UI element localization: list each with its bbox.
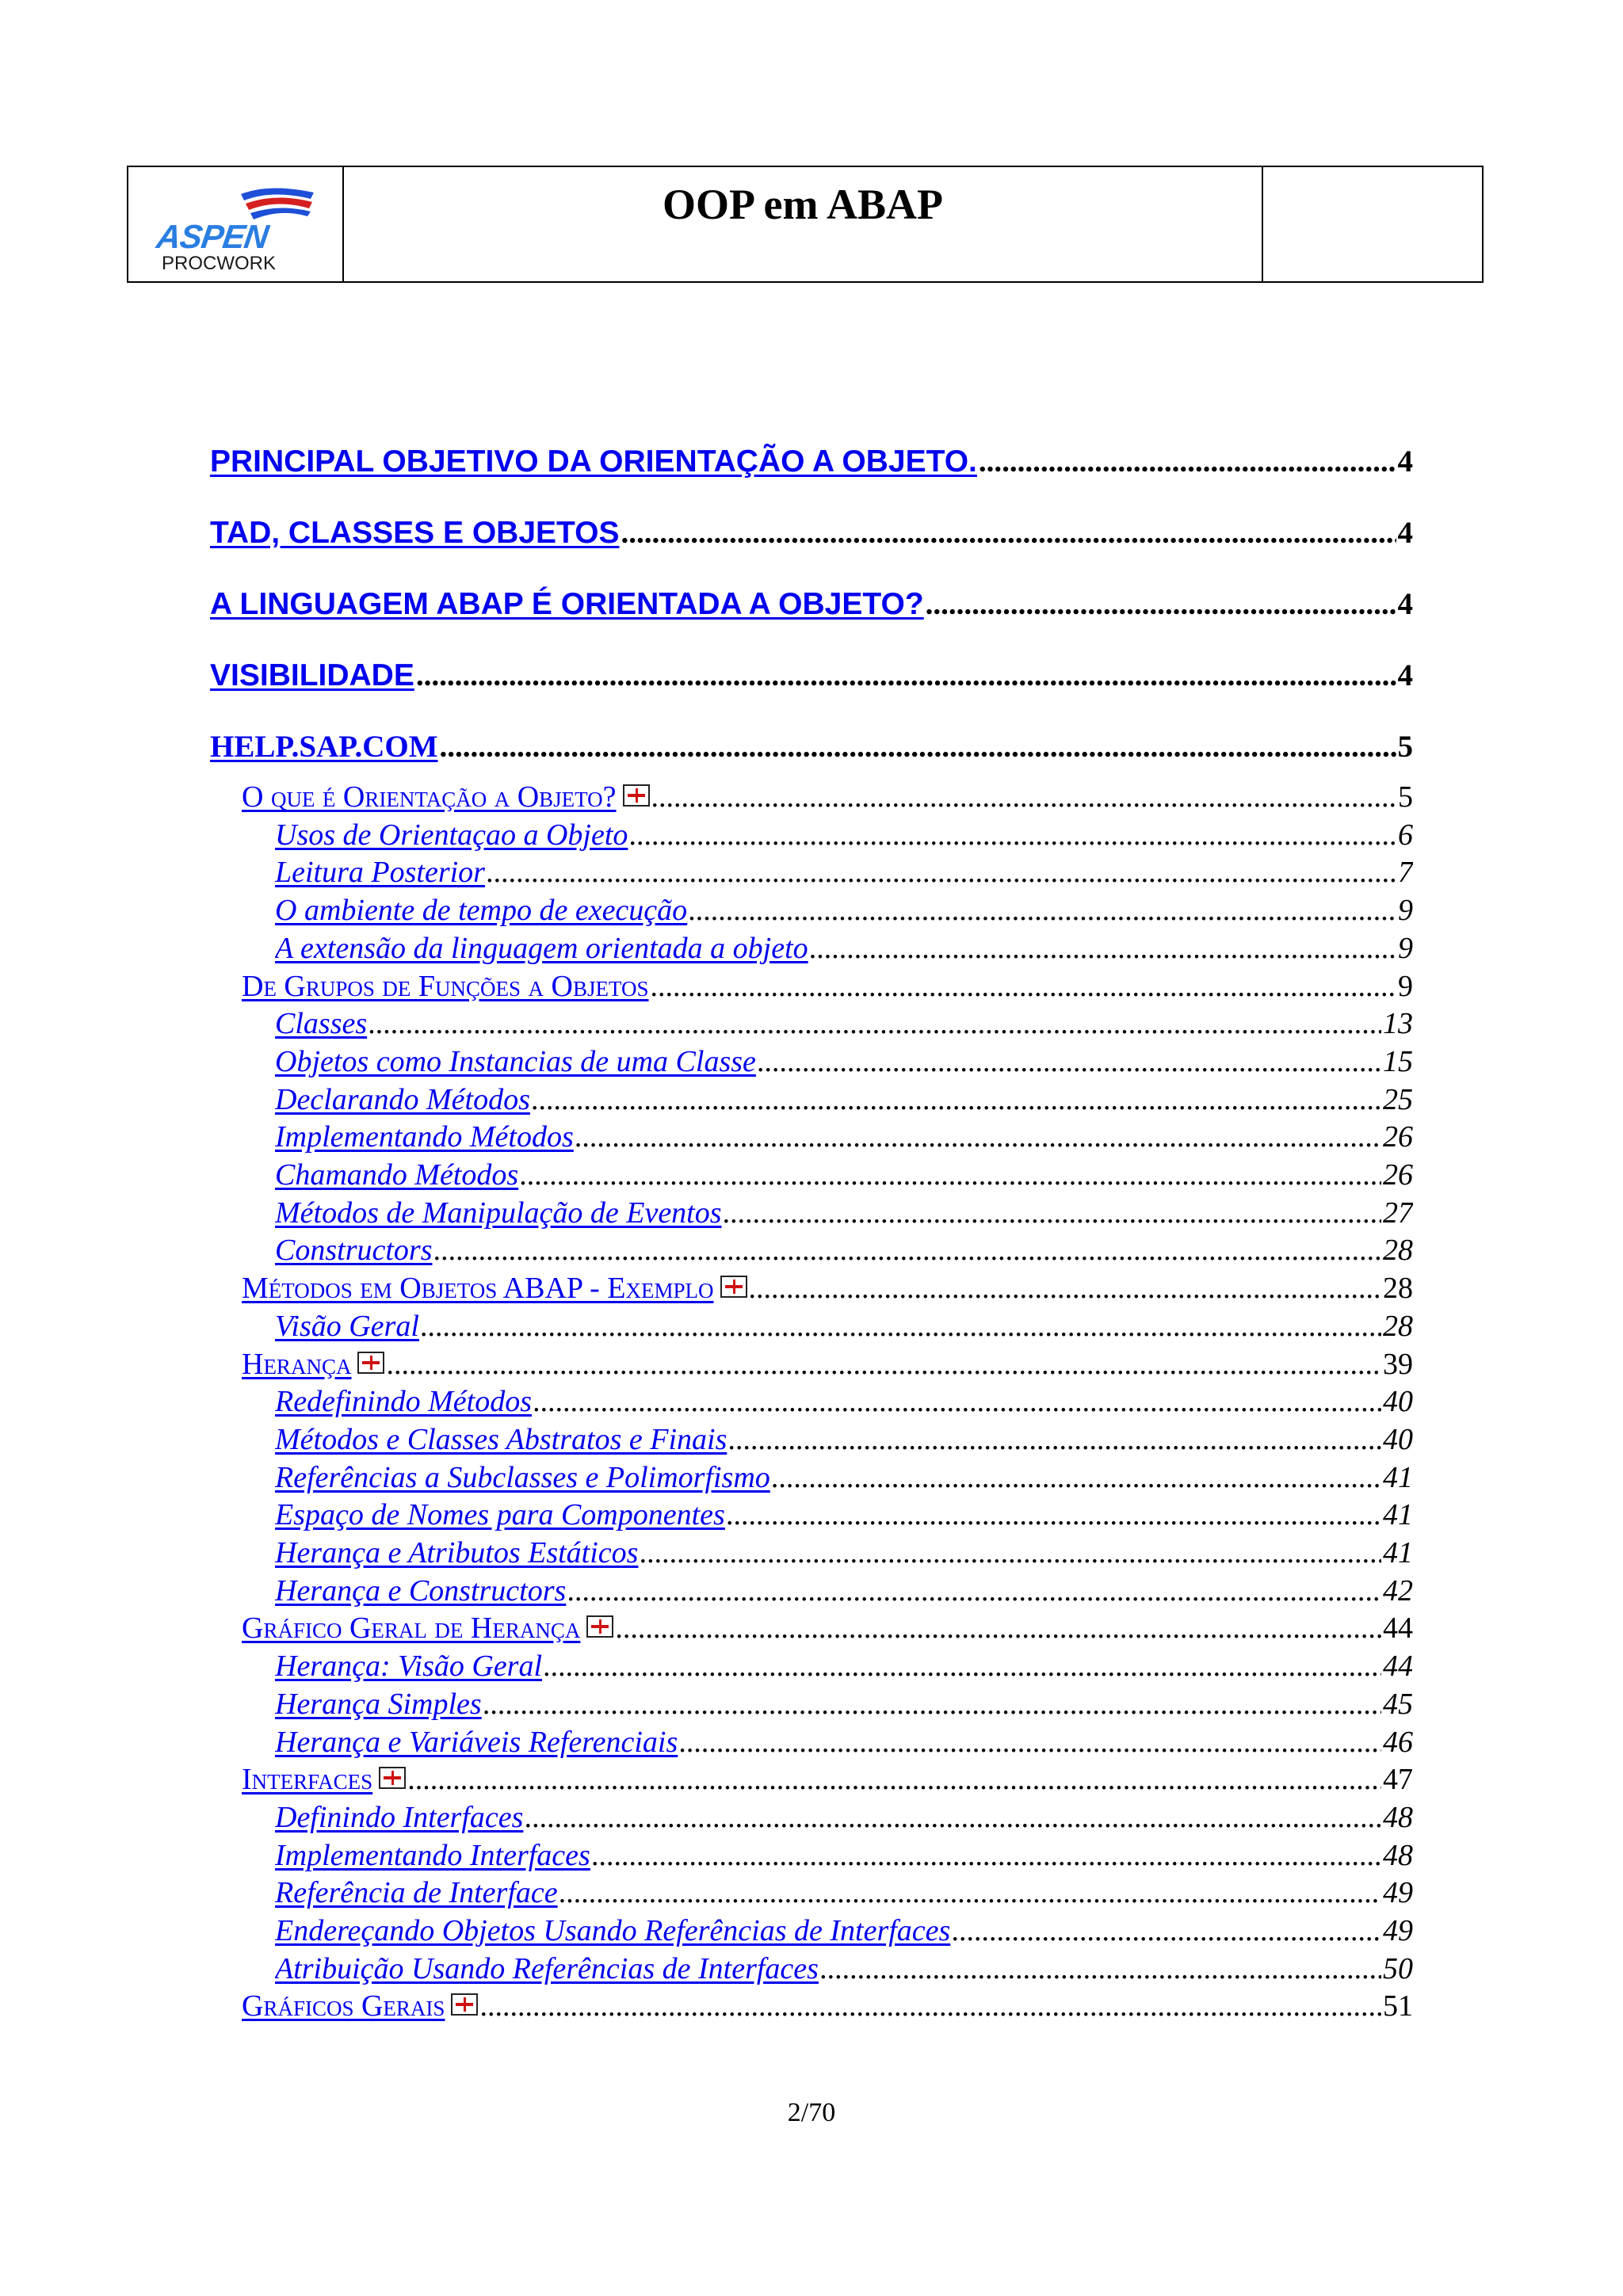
toc-entry-link[interactable]: Declarando Métodos xyxy=(275,1082,530,1116)
toc-entry-link[interactable]: Herança: Visão Geral xyxy=(275,1650,543,1684)
dot-leader xyxy=(679,1725,1381,1760)
toc-page-number: 44 xyxy=(1383,1650,1413,1684)
toc-page-number: 25 xyxy=(1383,1082,1413,1116)
dot-leader xyxy=(651,969,1396,1004)
dot-leader xyxy=(979,444,1396,479)
document-title: OOP em ABAP xyxy=(344,167,1263,281)
dot-leader xyxy=(559,1875,1381,1910)
dot-leader xyxy=(520,1158,1381,1192)
toc-entry-link[interactable]: Classes xyxy=(275,1007,368,1041)
toc-entry-link[interactable]: Atribuição Usando Referências de Interfaces xyxy=(275,1951,819,1985)
toc-section-entry[interactable] xyxy=(242,1989,1413,2023)
toc-subsection-entry[interactable] xyxy=(275,1082,1413,1117)
toc-subsection-entry[interactable] xyxy=(275,1573,1413,1608)
toc-entry-link[interactable]: Endereçando Objetos Usando Referências de Interfaces xyxy=(275,1914,951,1947)
toc-subsection-entry[interactable] xyxy=(275,1158,1413,1192)
toc-entry-link[interactable]: Espaço de Nomes para Componentes xyxy=(275,1498,725,1532)
company-logo xyxy=(128,167,344,281)
toc-heading-entry[interactable] xyxy=(210,515,1413,551)
toc-page-number: 41 xyxy=(1383,1498,1413,1532)
dot-leader xyxy=(926,586,1396,622)
toc-page-number: 5 xyxy=(1398,780,1413,814)
toc-page-number: 4 xyxy=(1397,444,1413,479)
toc-subsection-entry[interactable] xyxy=(275,1913,1413,1948)
dot-leader xyxy=(525,1800,1381,1835)
dot-leader xyxy=(810,931,1396,966)
toc-entry-link[interactable]: TAD, CLASSES E OBJETOS xyxy=(210,516,620,550)
toc-page-number: 28 xyxy=(1383,1272,1413,1306)
toc-page-number: 9 xyxy=(1398,894,1413,928)
toc-page-number: 4 xyxy=(1397,587,1413,621)
flag-icon xyxy=(238,183,317,223)
logo-wordmark: ASPEN xyxy=(154,218,271,255)
toc-page-number: 47 xyxy=(1383,1763,1413,1797)
toc-subsection-entry[interactable] xyxy=(275,1725,1413,1760)
dot-leader xyxy=(621,515,1396,551)
toc-entry-link[interactable]: A extensão da linguagem orientada a objeto xyxy=(275,931,808,965)
toc-heading-entry[interactable] xyxy=(210,729,1413,765)
toc-subsection-entry[interactable] xyxy=(275,1497,1413,1532)
toc-section-entry[interactable] xyxy=(242,1611,1413,1646)
toc-page-number: 9 xyxy=(1398,931,1413,965)
dot-leader xyxy=(575,1119,1381,1154)
dot-leader xyxy=(629,818,1396,852)
header-blank-cell xyxy=(1263,167,1482,281)
dot-leader xyxy=(728,1422,1381,1457)
toc-page-number: 49 xyxy=(1383,1876,1413,1910)
toc-entry-link[interactable]: Herança e Atributos Estáticos xyxy=(275,1536,639,1569)
toc-page-number: 26 xyxy=(1383,1120,1413,1154)
toc-subsection-entry[interactable] xyxy=(275,1800,1413,1835)
toc-page-number: 4 xyxy=(1397,516,1413,550)
dot-leader xyxy=(369,1006,1381,1041)
expand-icon[interactable] xyxy=(451,1993,478,2016)
toc-page-number: 50 xyxy=(1383,1951,1413,1985)
toc-entry-link[interactable]: Usos de Orientaçao a Objeto xyxy=(275,818,628,852)
toc-subsection-entry[interactable] xyxy=(275,1044,1413,1079)
toc-subsection-entry[interactable] xyxy=(275,855,1413,890)
toc-subsection-entry[interactable] xyxy=(275,1119,1413,1154)
dot-leader xyxy=(386,1347,1381,1382)
toc-page-number: 49 xyxy=(1383,1914,1413,1947)
toc-page-number: 6 xyxy=(1398,818,1413,852)
toc-subsection-entry[interactable] xyxy=(275,1875,1413,1910)
toc-entry-link[interactable]: Herança xyxy=(242,1347,352,1381)
dot-leader xyxy=(758,1044,1381,1079)
toc-entry-link[interactable]: Métodos e Classes Abstratos e Finais xyxy=(275,1422,727,1456)
toc-page-number: 13 xyxy=(1383,1007,1413,1041)
toc-entry-link[interactable]: Leitura Posterior xyxy=(275,856,485,890)
toc-subsection-entry[interactable] xyxy=(275,1006,1413,1041)
toc-page-number: 5 xyxy=(1397,730,1413,764)
toc-subsection-entry[interactable] xyxy=(275,818,1413,852)
dot-leader xyxy=(433,1233,1381,1268)
toc-page-number: 41 xyxy=(1383,1536,1413,1569)
toc-entry-link[interactable]: O que é Orientação a Objeto? xyxy=(242,780,617,814)
toc-entry-link[interactable]: HELP.SAP.COM xyxy=(210,730,438,764)
expand-icon[interactable] xyxy=(623,784,650,807)
toc-entry-link[interactable]: Implementando Métodos xyxy=(275,1120,574,1154)
expand-icon[interactable] xyxy=(586,1615,613,1638)
toc-subsection-entry[interactable] xyxy=(275,1384,1413,1419)
dot-leader xyxy=(421,1309,1381,1344)
dot-leader xyxy=(532,1082,1381,1117)
toc-page-number: 51 xyxy=(1383,1989,1413,2023)
toc-entry-link[interactable]: Métodos de Manipulação de Eventos xyxy=(275,1196,722,1230)
toc-subsection-entry[interactable] xyxy=(275,1422,1413,1457)
toc-section-entry[interactable] xyxy=(242,1271,1413,1306)
dot-leader xyxy=(820,1951,1381,1986)
dot-leader xyxy=(416,658,1396,693)
dot-leader xyxy=(479,1989,1381,2023)
toc-page-number: 28 xyxy=(1383,1309,1413,1343)
logo-subtitle: PROCWORK xyxy=(162,253,276,274)
toc-page-number: 44 xyxy=(1383,1611,1413,1646)
toc-entry-link[interactable]: Implementando Interfaces xyxy=(275,1838,590,1872)
toc-entry-link[interactable]: Herança e Constructors xyxy=(275,1573,567,1608)
dot-leader xyxy=(544,1649,1381,1684)
dot-leader xyxy=(567,1573,1381,1608)
expand-icon[interactable] xyxy=(357,1352,384,1374)
toc-section-entry[interactable] xyxy=(242,1762,1413,1797)
toc-entry-link[interactable]: Definindo Interfaces xyxy=(275,1800,524,1834)
toc-subsection-entry[interactable] xyxy=(275,1687,1413,1722)
toc-page-number: 48 xyxy=(1383,1800,1413,1834)
dot-leader xyxy=(487,855,1396,890)
toc-subsection-entry[interactable] xyxy=(275,1309,1413,1344)
toc-section-entry[interactable] xyxy=(242,969,1413,1004)
toc-page-number: 26 xyxy=(1383,1158,1413,1192)
expand-icon[interactable] xyxy=(720,1276,747,1298)
dot-leader xyxy=(533,1384,1381,1419)
toc-heading-entry[interactable] xyxy=(210,444,1413,479)
toc-page-number: 15 xyxy=(1383,1044,1413,1078)
toc-entry-link[interactable]: Constructors xyxy=(275,1234,433,1268)
toc-heading-entry[interactable] xyxy=(210,586,1413,622)
toc-subsection-entry[interactable] xyxy=(275,1838,1413,1873)
toc-page-number: 39 xyxy=(1383,1347,1413,1381)
toc-entry-link[interactable]: De Grupos de Funções a Objetos xyxy=(242,969,649,1003)
toc-subsection-entry[interactable] xyxy=(275,1196,1413,1230)
dot-leader xyxy=(640,1535,1381,1570)
toc-entry-link[interactable]: A LINGUAGEM ABAP É ORIENTADA A OBJETO? xyxy=(210,587,924,621)
page-number: 2/70 xyxy=(787,2098,836,2127)
dot-leader xyxy=(592,1838,1381,1873)
toc-entry-link[interactable]: Métodos em Objetos ABAP - Exemplo xyxy=(242,1272,714,1306)
toc-page-number: 40 xyxy=(1383,1422,1413,1456)
dot-leader xyxy=(483,1687,1381,1722)
toc-entry-link[interactable]: Chamando Métodos xyxy=(275,1158,519,1192)
dot-leader xyxy=(749,1271,1382,1306)
toc-subsection-entry[interactable] xyxy=(275,1460,1413,1495)
toc-entry-link[interactable]: Redefinindo Métodos xyxy=(275,1385,532,1419)
toc-entry-link[interactable]: Interfaces xyxy=(242,1763,373,1797)
toc-page-number: 42 xyxy=(1383,1573,1413,1608)
dot-leader xyxy=(724,1196,1381,1230)
toc-entry-link[interactable]: Gráfico Geral de Herança xyxy=(242,1611,581,1646)
toc-entry-link[interactable]: PRINCIPAL OBJETIVO DA ORIENTAÇÃO A OBJETO. xyxy=(210,444,977,479)
toc-page-number: 27 xyxy=(1383,1196,1413,1230)
dot-leader xyxy=(440,729,1396,765)
toc-page-number: 7 xyxy=(1398,856,1413,890)
toc-subsection-entry[interactable] xyxy=(275,1233,1413,1268)
toc-subsection-entry[interactable] xyxy=(275,1649,1413,1684)
dot-leader xyxy=(727,1497,1381,1532)
toc-page-number: 40 xyxy=(1383,1385,1413,1419)
toc-page-number: 48 xyxy=(1383,1838,1413,1872)
toc-page-number: 41 xyxy=(1383,1460,1413,1494)
toc-entry-link[interactable]: Visão Geral xyxy=(275,1309,419,1343)
toc-entry-link[interactable]: Gráficos Gerais xyxy=(242,1989,445,2023)
expand-icon[interactable] xyxy=(379,1767,406,1789)
toc-page-number: 28 xyxy=(1383,1234,1413,1268)
toc-entry-link[interactable]: Referências a Subclasses e Polimorfismo xyxy=(275,1460,770,1494)
toc-page-number: 4 xyxy=(1397,658,1413,692)
toc-entry-link[interactable]: Herança e Variáveis Referenciais xyxy=(275,1725,678,1759)
dot-leader xyxy=(407,1762,1381,1797)
toc-subsection-entry[interactable] xyxy=(275,1535,1413,1570)
toc-entry-link[interactable]: Herança Simples xyxy=(275,1687,482,1721)
toc-entry-link[interactable]: O ambiente de tempo de execução xyxy=(275,894,688,928)
toc-subsection-entry[interactable] xyxy=(275,1951,1413,1986)
toc-page-number: 46 xyxy=(1383,1725,1413,1759)
dot-leader xyxy=(651,780,1396,814)
toc-entry-link[interactable]: VISIBILIDADE xyxy=(210,658,414,692)
toc-entry-link[interactable]: Referência de Interface xyxy=(275,1876,558,1910)
toc-heading-entry[interactable] xyxy=(210,658,1413,693)
document-header xyxy=(127,166,1484,283)
toc-subsection-entry[interactable] xyxy=(275,893,1413,928)
toc-entry-link[interactable]: Objetos como Instancias de uma Classe xyxy=(275,1044,756,1078)
toc-page-number: 9 xyxy=(1398,969,1413,1003)
dot-leader xyxy=(615,1611,1381,1646)
dot-leader xyxy=(689,893,1396,928)
toc-section-entry[interactable] xyxy=(242,1347,1413,1382)
toc-section-entry[interactable] xyxy=(242,780,1413,814)
toc-subsection-entry[interactable] xyxy=(275,931,1413,966)
dot-leader xyxy=(952,1913,1381,1948)
dot-leader xyxy=(772,1460,1381,1495)
toc-page-number: 45 xyxy=(1383,1687,1413,1721)
